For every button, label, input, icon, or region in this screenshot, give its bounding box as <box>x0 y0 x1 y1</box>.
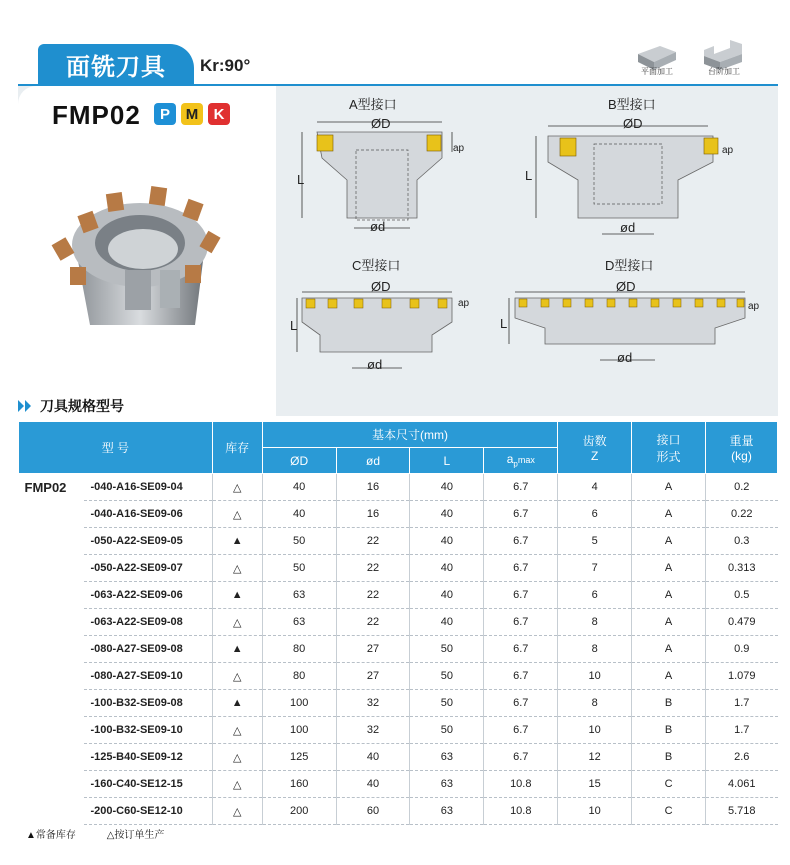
table-row <box>19 555 778 582</box>
stock-cell: △ <box>212 771 262 798</box>
D-cell: 80 <box>262 663 336 690</box>
d-cell: 40 <box>336 744 410 771</box>
table-row <box>19 663 778 690</box>
col-d: ød <box>336 448 410 474</box>
iface-cell: C <box>632 771 706 798</box>
L-cell: 40 <box>410 555 484 582</box>
d-cell: 16 <box>336 501 410 528</box>
diagram-a-L: L <box>297 172 305 187</box>
D-cell: 50 <box>262 528 336 555</box>
D-cell: 125 <box>262 744 336 771</box>
D-cell: 50 <box>262 555 336 582</box>
z-cell: 12 <box>558 744 632 771</box>
ap-cell: 6.7 <box>484 744 558 771</box>
iface-cell: A <box>632 555 706 582</box>
model-cell: -125-B40-SE09-12 <box>84 744 212 771</box>
diagram-c-L: L <box>290 318 298 333</box>
L-cell: 40 <box>410 609 484 636</box>
model-cell: -160-C40-SE12-15 <box>84 771 212 798</box>
d-cell: 32 <box>336 690 410 717</box>
d-cell: 22 <box>336 609 410 636</box>
d-cell: 27 <box>336 663 410 690</box>
stock-cell: △ <box>212 717 262 744</box>
kg-cell: 5.718 <box>705 798 777 825</box>
diagram-d-L: L <box>500 316 508 331</box>
D-cell: 63 <box>262 609 336 636</box>
z-cell: 15 <box>558 771 632 798</box>
kg-cell: 0.9 <box>705 636 777 663</box>
material-badge-p: P <box>154 103 176 125</box>
table-row <box>19 771 778 798</box>
diagram-b-title: B型接口 <box>608 97 656 112</box>
table-row <box>19 690 778 717</box>
stock-cell: △ <box>212 663 262 690</box>
d-cell: 27 <box>336 636 410 663</box>
model-cell: -200-C60-SE12-10 <box>84 798 212 825</box>
L-cell: 40 <box>410 474 484 501</box>
col-basic-dims: 基本尺寸(mm) <box>262 422 558 448</box>
stock-cell: △ <box>212 555 262 582</box>
d-cell: 60 <box>336 798 410 825</box>
model-cell: -100-B32-SE09-10 <box>84 717 212 744</box>
z-cell: 4 <box>558 474 632 501</box>
z-cell: 8 <box>558 609 632 636</box>
model-cell: -100-B32-SE09-08 <box>84 690 212 717</box>
series-name: FMP02 <box>24 480 67 495</box>
stock-cell: △ <box>212 474 262 501</box>
stock-cell: △ <box>212 798 262 825</box>
diagram-a-d: ød <box>370 219 386 234</box>
col-teeth: 齿数 Z <box>558 422 632 474</box>
model-cell: -063-A22-SE09-06 <box>84 582 212 609</box>
diagram-b-D: ØD <box>623 116 643 131</box>
table-row <box>19 528 778 555</box>
kg-cell: 0.5 <box>705 582 777 609</box>
model-cell: -040-A16-SE09-06 <box>84 501 212 528</box>
ap-cell: 6.7 <box>484 717 558 744</box>
d-cell: 22 <box>336 528 410 555</box>
z-cell: 10 <box>558 663 632 690</box>
D-cell: 100 <box>262 690 336 717</box>
col-L: L <box>410 448 484 474</box>
L-cell: 40 <box>410 501 484 528</box>
stock-cell: ▲ <box>212 690 262 717</box>
material-badge-k: K <box>208 103 230 125</box>
diagram-d-ap: ap <box>748 301 760 312</box>
D-cell: 200 <box>262 798 336 825</box>
z-cell: 8 <box>558 636 632 663</box>
iface-cell: A <box>632 501 706 528</box>
z-cell: 6 <box>558 582 632 609</box>
diagram-c-d: ød <box>367 357 383 372</box>
stock-cell: △ <box>212 501 262 528</box>
diagram-b-d: ød <box>620 220 636 235</box>
iface-cell: C <box>632 798 706 825</box>
z-cell: 10 <box>558 798 632 825</box>
ap-cell: 6.7 <box>484 690 558 717</box>
D-cell: 160 <box>262 771 336 798</box>
table-row <box>19 609 778 636</box>
d-cell: 22 <box>336 555 410 582</box>
iface-cell: B <box>632 744 706 771</box>
material-badge-m: M <box>181 103 203 125</box>
L-cell: 50 <box>410 717 484 744</box>
ap-cell: 6.7 <box>484 501 558 528</box>
legend-to-order: △按订单生产 <box>106 830 165 841</box>
shoulder-label: 台阶加工 <box>708 67 740 76</box>
ap-cell: 6.7 <box>484 528 558 555</box>
diagram-a-D: ØD <box>371 116 391 131</box>
stock-cell: ▲ <box>212 582 262 609</box>
model-cell: -080-A27-SE09-10 <box>84 663 212 690</box>
kg-cell: 0.479 <box>705 609 777 636</box>
z-cell: 7 <box>558 555 632 582</box>
section-title: 刀具规格型号 <box>40 398 124 414</box>
model-cell: -063-A22-SE09-08 <box>84 609 212 636</box>
stock-cell: △ <box>212 609 262 636</box>
L-cell: 63 <box>410 798 484 825</box>
diagram-b-ap: ap <box>722 145 734 156</box>
milling-cutter-image <box>45 175 235 350</box>
diagram-c-D: ØD <box>371 279 391 294</box>
z-cell: 6 <box>558 501 632 528</box>
z-cell: 10 <box>558 717 632 744</box>
kg-cell: 4.061 <box>705 771 777 798</box>
z-cell: 8 <box>558 690 632 717</box>
kr-angle: Kr:90° <box>200 56 251 75</box>
diagram-a-title: A型接口 <box>349 97 397 112</box>
table-row <box>19 717 778 744</box>
diagram-d-D: ØD <box>616 279 636 294</box>
stock-cell: △ <box>212 744 262 771</box>
d-cell: 32 <box>336 717 410 744</box>
col-weight: 重量 (kg) <box>705 422 777 474</box>
stock-cell: ▲ <box>212 528 262 555</box>
flat-face-label: 平面加工 <box>641 67 673 76</box>
table-row <box>19 744 778 771</box>
product-name: FMP02 <box>52 100 141 130</box>
ap-cell: 10.8 <box>484 771 558 798</box>
col-interface: 接口 形式 <box>632 422 706 474</box>
L-cell: 50 <box>410 636 484 663</box>
iface-cell: A <box>632 474 706 501</box>
spec-table <box>18 421 778 825</box>
L-cell: 40 <box>410 528 484 555</box>
ap-cell: 6.7 <box>484 582 558 609</box>
d-cell: 40 <box>336 771 410 798</box>
legend-in-stock: ▲常备库存 <box>26 830 76 841</box>
diagram-c-ap: ap <box>458 298 470 309</box>
L-cell: 40 <box>410 582 484 609</box>
ap-cell: 6.7 <box>484 555 558 582</box>
iface-cell: A <box>632 609 706 636</box>
d-cell: 22 <box>336 582 410 609</box>
diagram-d-title: D型接口 <box>605 258 654 273</box>
table-row <box>19 474 778 501</box>
table-row <box>19 582 778 609</box>
kg-cell: 0.2 <box>705 474 777 501</box>
ap-cell: 10.8 <box>484 798 558 825</box>
ap-cell: 6.7 <box>484 474 558 501</box>
kg-cell: 1.079 <box>705 663 777 690</box>
iface-cell: B <box>632 690 706 717</box>
iface-cell: A <box>632 636 706 663</box>
D-cell: 40 <box>262 501 336 528</box>
col-ap: $a_p\max$ <box>484 448 558 474</box>
ap-cell: 6.7 <box>484 636 558 663</box>
kg-cell: 0.22 <box>705 501 777 528</box>
diagram-a-ap: ap <box>453 143 465 154</box>
model-cell: -050-A22-SE09-07 <box>84 555 212 582</box>
z-cell: 5 <box>558 528 632 555</box>
col-D: ØD <box>262 448 336 474</box>
D-cell: 40 <box>262 474 336 501</box>
col-stock: 库存 <box>212 422 262 474</box>
table-row <box>19 501 778 528</box>
legend <box>26 826 164 841</box>
iface-cell: A <box>632 582 706 609</box>
kg-cell: 0.313 <box>705 555 777 582</box>
D-cell: 63 <box>262 582 336 609</box>
kg-cell: 2.6 <box>705 744 777 771</box>
kg-cell: 0.3 <box>705 528 777 555</box>
model-cell: -050-A22-SE09-05 <box>84 528 212 555</box>
d-cell: 16 <box>336 474 410 501</box>
iface-cell: B <box>632 717 706 744</box>
L-cell: 50 <box>410 663 484 690</box>
iface-cell: A <box>632 528 706 555</box>
kg-cell: 1.7 <box>705 717 777 744</box>
col-model: 型 号 <box>19 422 213 474</box>
ap-cell: 6.7 <box>484 609 558 636</box>
iface-cell: A <box>632 663 706 690</box>
model-cell: -080-A27-SE09-08 <box>84 636 212 663</box>
L-cell: 63 <box>410 744 484 771</box>
kg-cell: 1.7 <box>705 690 777 717</box>
page-title: 面铣刀具 <box>38 44 194 84</box>
L-cell: 63 <box>410 771 484 798</box>
diagram-b-L: L <box>525 168 533 183</box>
diagram-d-d: ød <box>617 350 633 365</box>
stock-cell: ▲ <box>212 636 262 663</box>
D-cell: 100 <box>262 717 336 744</box>
double-chevron-icon <box>18 399 36 411</box>
L-cell: 50 <box>410 690 484 717</box>
ap-cell: 6.7 <box>484 663 558 690</box>
diagram-c-title: C型接口 <box>352 258 401 273</box>
model-cell: -040-A16-SE09-04 <box>84 474 212 501</box>
D-cell: 80 <box>262 636 336 663</box>
table-row <box>19 798 778 825</box>
table-row <box>19 636 778 663</box>
